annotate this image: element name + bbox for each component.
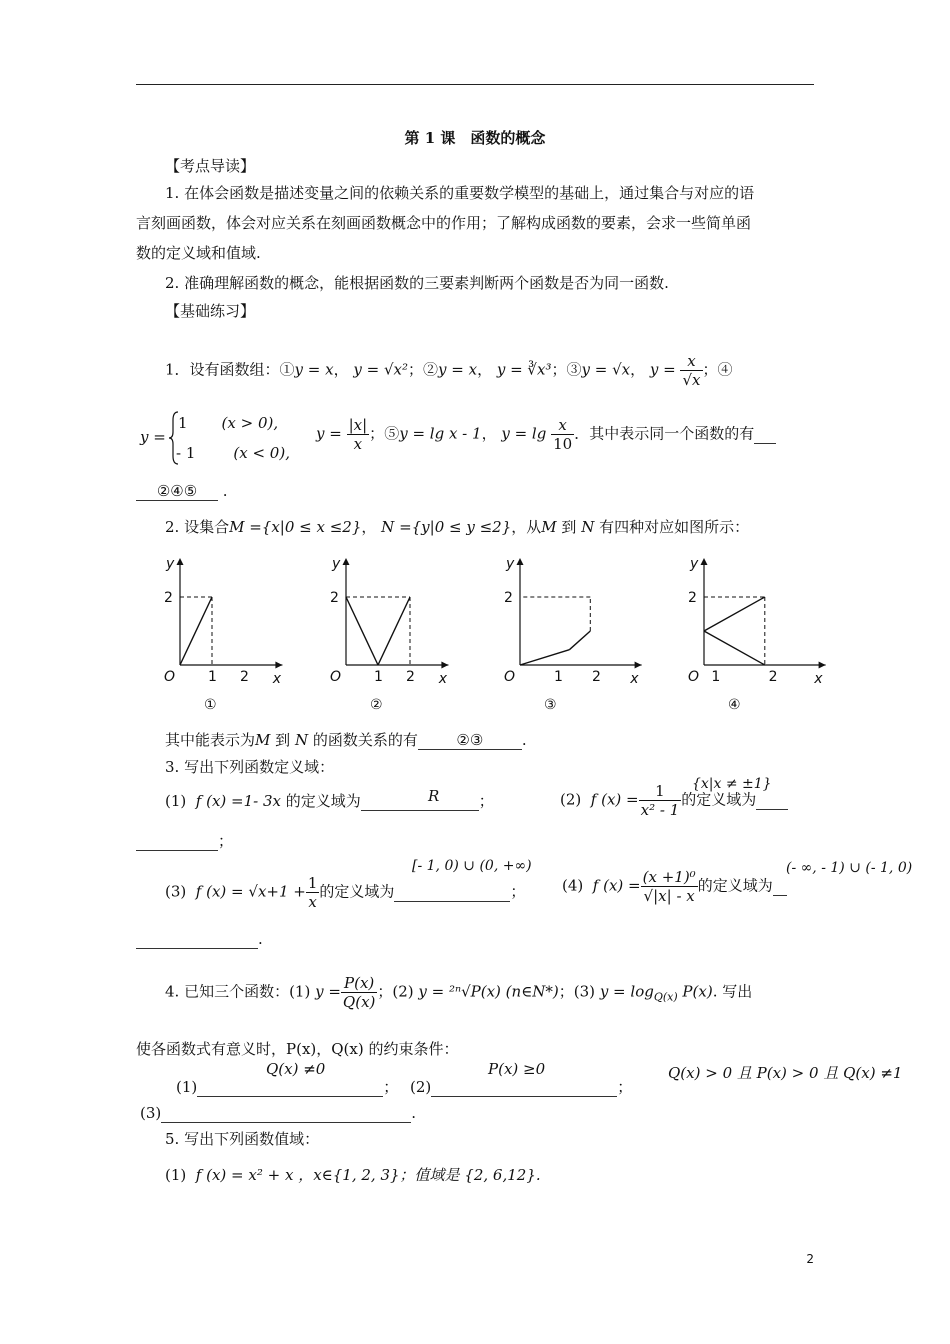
graph-2-x-label: x — [438, 671, 448, 687]
header-rule — [136, 84, 814, 85]
q4-a1: Q(x) ≠0 — [266, 1060, 326, 1078]
q3-p1-txt: 的定义域为 — [285, 792, 361, 810]
q4-f1-lhs: y = — [315, 982, 341, 1001]
q2-set-m: M ={x|0 ≤ x ≤2} — [229, 518, 362, 536]
q2-after-b: 到 — [275, 731, 291, 749]
q1-answer-line — [136, 482, 228, 501]
q1-piece-row-1 — [178, 414, 278, 432]
graph-3-y-label: y — [506, 556, 515, 572]
q4-f3-arg: P(x) — [682, 982, 713, 1001]
q4-a1-sep: ； — [383, 1078, 399, 1096]
q5-stem: 5. 写出下列函数值域： — [165, 1130, 320, 1148]
q4-a3-no: (3) — [140, 1104, 162, 1122]
q3-p3-fraction — [306, 874, 320, 911]
q3-p3-txt: 的定义域为 — [319, 882, 395, 901]
q1-f2a: y = x — [438, 360, 478, 379]
q1-f1b: y = √x² — [353, 360, 408, 379]
q1-f4b-fraction — [347, 416, 370, 453]
graph-3-x-tick-1: 1 — [554, 669, 563, 685]
graph-2-x-arrow — [441, 662, 448, 669]
q2-after — [165, 731, 527, 750]
guide-paragraph-1a: 1. 在体会函数是描述变量之间的依赖关系的重要数学模型的基础上，通过集合与对应的语 — [165, 184, 755, 202]
q2-stem: 2. 设集合M ={x|0 ≤ x ≤2}， N ={y|0 ≤ y ≤2}，从M 到 N 有四种对应如图所示： — [165, 518, 750, 536]
graph-3-x-label: x — [630, 671, 639, 687]
guide-paragraph-1c: 数的定义域和值域. — [136, 244, 261, 262]
q2-after-m: M — [255, 731, 271, 749]
q4-a1-no: (1) — [176, 1078, 198, 1096]
q3-p2-no: (2) — [560, 790, 582, 809]
q3-p3-blank — [394, 883, 510, 902]
q4-answer-3 — [140, 1104, 416, 1123]
graph-4-x-arrow — [819, 662, 826, 669]
graph-1-segment-1 — [180, 597, 212, 665]
q3-stem: 3. 写出下列函数定义域： — [165, 758, 335, 776]
graph-4-number: ④ — [728, 697, 741, 713]
q3-p4-blank-2 — [136, 930, 258, 949]
q2-after-a: 其中能表示为 — [165, 731, 256, 749]
q4-answer-1 — [176, 1078, 398, 1097]
q3-p1-end: ； — [478, 792, 494, 810]
q2-n: N — [581, 518, 595, 536]
q4-f1-fraction — [341, 974, 377, 1011]
graph-2-y-arrow — [343, 558, 350, 565]
q2-after-n: N — [294, 731, 309, 749]
q3-part-4: (4) f (x) = $\frac{\text{(x +1)⁰}}{√|x| - x}$ 的定义域为 — [562, 868, 787, 905]
q1-line-2-rest: y = $\frac{|x|}{x}$ ；⑤y = lg x - 1， y = lg $\frac{x}{10}$ ．其中表示同一个函数的有 — [316, 416, 776, 453]
guide-paragraph-1b: 言刻画函数，体会对应关系在刻画函数概念中的作用；了解构成函数的要素，会求一些简单函 — [136, 214, 752, 232]
q1-c2: ② — [423, 360, 439, 379]
q4-a3-blank — [161, 1104, 411, 1123]
q5-p1-no: (1) — [165, 1166, 187, 1184]
q1-f1a: y = x — [294, 360, 334, 379]
q1-f3b-den: √x — [682, 371, 701, 389]
q3-p1-no: (1) — [165, 792, 187, 810]
graph-4-y-arrow — [701, 558, 708, 565]
q1-f5b-fraction — [551, 416, 574, 453]
q1-answer: ②④⑤ — [136, 482, 218, 501]
q1-tail: ．其中表示同一个函数的有 — [574, 424, 755, 443]
graph-2-segment-1 — [346, 597, 378, 665]
q4-sep2: ；(3) — [558, 982, 596, 1001]
q4-a1-blank — [197, 1078, 383, 1097]
q4-a3: Q(x) > 0 且 P(x) > 0 且 Q(x) ≠1 — [668, 1064, 903, 1082]
q3-p4-end: . — [258, 930, 263, 948]
q1-f4b-num: |x| — [348, 416, 368, 434]
q4-a2-blank — [431, 1078, 617, 1097]
q1-f3b-fraction — [680, 352, 702, 389]
q2-stem-a: 2. 设集合 — [165, 518, 230, 536]
q3-p4-fraction — [641, 868, 698, 905]
graph-3-origin: O — [504, 669, 516, 685]
q2-answer: ②③ — [418, 731, 522, 750]
q2-set-n: N ={y|0 ≤ y ≤2} — [381, 518, 512, 536]
q1-piece-row-2 — [176, 444, 290, 462]
q3-p2-blank — [756, 791, 788, 810]
q3-p1-blank — [361, 792, 479, 811]
graph-2-segment-2 — [378, 597, 410, 665]
page-number: 2 — [806, 1252, 814, 1266]
q4-a2: P(x) ≥0 — [488, 1060, 546, 1078]
q1-end: . — [222, 482, 228, 500]
q2-after-end: . — [521, 731, 527, 749]
q4-f2: y = ²ⁿ√P(x) (n∈N*) — [418, 982, 559, 1001]
q1-lead: 1．设有函数组：① — [165, 360, 295, 379]
q1-f3a: y = √x — [581, 360, 631, 379]
q1-f2b: y = ∛x³ — [496, 360, 552, 379]
graph-1-origin: O — [164, 669, 176, 685]
graph-4-x-label: x — [814, 671, 823, 687]
graph-2-x-tick-1: 1 — [374, 669, 383, 685]
q1-blank-start — [754, 425, 776, 444]
graph-4-segment-1 — [704, 597, 765, 631]
q1-line-1: 1．设有函数组：①y = x， y = √x²；②y = x， y = ∛x³；③y = √x， y = $\frac{x}{√x}$ ；④ — [165, 352, 733, 389]
q4-sep1: ；(2) — [377, 982, 414, 1001]
q1-piece-r1-cond: (x > 0), — [221, 414, 279, 432]
q1-c5: ⑤ — [384, 424, 400, 443]
q1-f3b-lhs: y = — [649, 360, 676, 379]
q3-p3-num: 1 — [307, 874, 318, 892]
q1-f4b-lhs: y = — [316, 424, 342, 443]
graph-3-number: ③ — [544, 697, 557, 713]
q1-f3b-num: x — [680, 352, 702, 371]
graph-2-y-label: y — [332, 556, 341, 572]
graph-1-number: ① — [204, 697, 217, 713]
q3-p4-continued — [136, 930, 263, 949]
q1-f4b-den: x — [353, 435, 363, 453]
q3-p1-answer: R — [428, 787, 440, 805]
q2-stem-b: ，从 — [511, 518, 542, 536]
q4-a2-sep: ； — [617, 1078, 633, 1096]
q2-graphs — [150, 552, 823, 720]
q4-line-1 — [165, 974, 752, 1011]
q1-f5b-lhs: y = lg — [501, 424, 547, 443]
q1-f5b-num: x — [551, 416, 574, 435]
graph-1-x-tick-2: 2 — [240, 669, 249, 685]
page-title: 第 1 课 函数的概念 — [404, 129, 546, 147]
q2-to: 到 — [561, 518, 577, 536]
graph-1-y-tick-2: 2 — [164, 590, 173, 606]
q3-p3-f: f (x) = √x+1 + — [195, 882, 306, 901]
q3-part-2: (2) f (x) = $\frac{1}{\text{x² - 1}}$ 的定义域为 — [560, 782, 788, 819]
q4-f1-num: P(x) — [341, 974, 377, 993]
q1-f5a: y = lg x - 1 — [399, 424, 482, 443]
q3-p2-answer: {x|x ≠ ±1} — [692, 776, 772, 792]
q4-f3-sub: Q(x) — [653, 990, 678, 1004]
q3-p1-f: f (x) =1- 3x — [195, 792, 281, 810]
q1-piece-r2-cond: (x < 0), — [233, 444, 290, 462]
q1-piece-r1: 1 — [178, 414, 188, 432]
q4-f3: y = log — [599, 982, 654, 1001]
graph-2-y-tick-2: 2 — [330, 590, 339, 606]
q4-answer-2 — [410, 1078, 632, 1097]
q3-part-3 — [165, 874, 525, 911]
q3-p2-fraction — [639, 782, 682, 819]
graph-3-segment-1 — [520, 650, 569, 665]
q3-p2-continued — [136, 832, 233, 851]
q4-f1-den: Q(x) — [342, 993, 376, 1011]
graph-2-origin: O — [330, 669, 342, 685]
q1-c4: ④ — [717, 360, 733, 379]
q1-f5b-den: 10 — [553, 435, 573, 453]
q4-tail: . 写出 — [712, 982, 753, 1001]
q1-c3: ③ — [566, 360, 582, 379]
q3-p4-num: (x +1)⁰ — [642, 868, 696, 886]
q1-piece-r2: - 1 — [176, 444, 196, 462]
graph-4-y-tick-2: 2 — [688, 590, 697, 606]
q3-part-1 — [165, 792, 494, 811]
q3-p2-lhs: f (x) = — [590, 790, 639, 809]
q5-part-1 — [165, 1166, 541, 1184]
graph-3-x-arrow — [635, 662, 642, 669]
q3-p2-end: ； — [218, 832, 234, 850]
q5-p1: f (x) = x² + x ，x∈{1, 2, 3}；值域是 {2, 6,12}. — [195, 1166, 541, 1184]
q3-p4-lhs: f (x) = — [592, 876, 641, 895]
q3-p4-blank — [773, 877, 787, 896]
guide-heading: 【考点导读】 — [165, 157, 256, 175]
q1-piece-lhs: y = — [140, 428, 166, 446]
q3-p3-end: ； — [510, 882, 526, 901]
q4-line-2: 使各函数式有意义时，P(x)，Q(x) 的约束条件： — [136, 1040, 459, 1058]
guide-paragraph-2: 2. 准确理解函数的概念，能根据函数的三要素判断两个函数是否为同一函数. — [165, 274, 669, 292]
q2-stem-c: 有四种对应如图所示： — [599, 518, 750, 536]
graph-4-x-tick-2: 2 — [768, 669, 778, 685]
graph-1-x-label: x — [272, 671, 282, 687]
q3-p4-answer: (- ∞, - 1) ∪ (- 1, 0) — [786, 860, 913, 876]
graph-4-origin: O — [688, 669, 700, 685]
graph-3-segment-2 — [569, 631, 590, 650]
graph-2-number: ② — [370, 697, 383, 713]
q3-p2-den: x² - 1 — [640, 801, 680, 819]
q3-p4-den: √|x| - x — [643, 887, 695, 905]
q3-p2-num: 1 — [639, 782, 682, 801]
graph-4-x-tick-1: 1 — [711, 669, 721, 685]
q4-stem: 4. 已知三个函数：(1) — [165, 982, 311, 1001]
graph-4-y-label: y — [690, 556, 699, 572]
q3-p3-den: x — [308, 893, 317, 911]
q4-a2-no: (2) — [410, 1078, 432, 1096]
graph-1-x-tick-1: 1 — [208, 669, 217, 685]
q3-p2-blank-2 — [136, 832, 218, 851]
graph-3-y-arrow — [517, 558, 524, 565]
graph-1-y-arrow — [177, 558, 184, 565]
practice-heading: 【基础练习】 — [165, 302, 256, 320]
q2-after-c: 的函数关系的有 — [312, 731, 418, 749]
graph-1-y-label: y — [166, 556, 175, 572]
graph-4-segment-2 — [704, 631, 765, 665]
q2-m: M — [541, 518, 557, 536]
q3-p3-answer: [- 1, 0) ∪ (0, +∞) — [412, 858, 532, 874]
q3-p4-no: (4) — [562, 876, 584, 895]
graph-3-y-tick-2: 2 — [504, 590, 513, 606]
graph-1-x-arrow — [275, 662, 282, 669]
graph-3-x-tick-2: 2 — [592, 669, 601, 685]
q4-end: . — [411, 1104, 417, 1122]
graph-2-x-tick-2: 2 — [406, 669, 415, 685]
q3-p3-no: (3) — [165, 882, 187, 901]
